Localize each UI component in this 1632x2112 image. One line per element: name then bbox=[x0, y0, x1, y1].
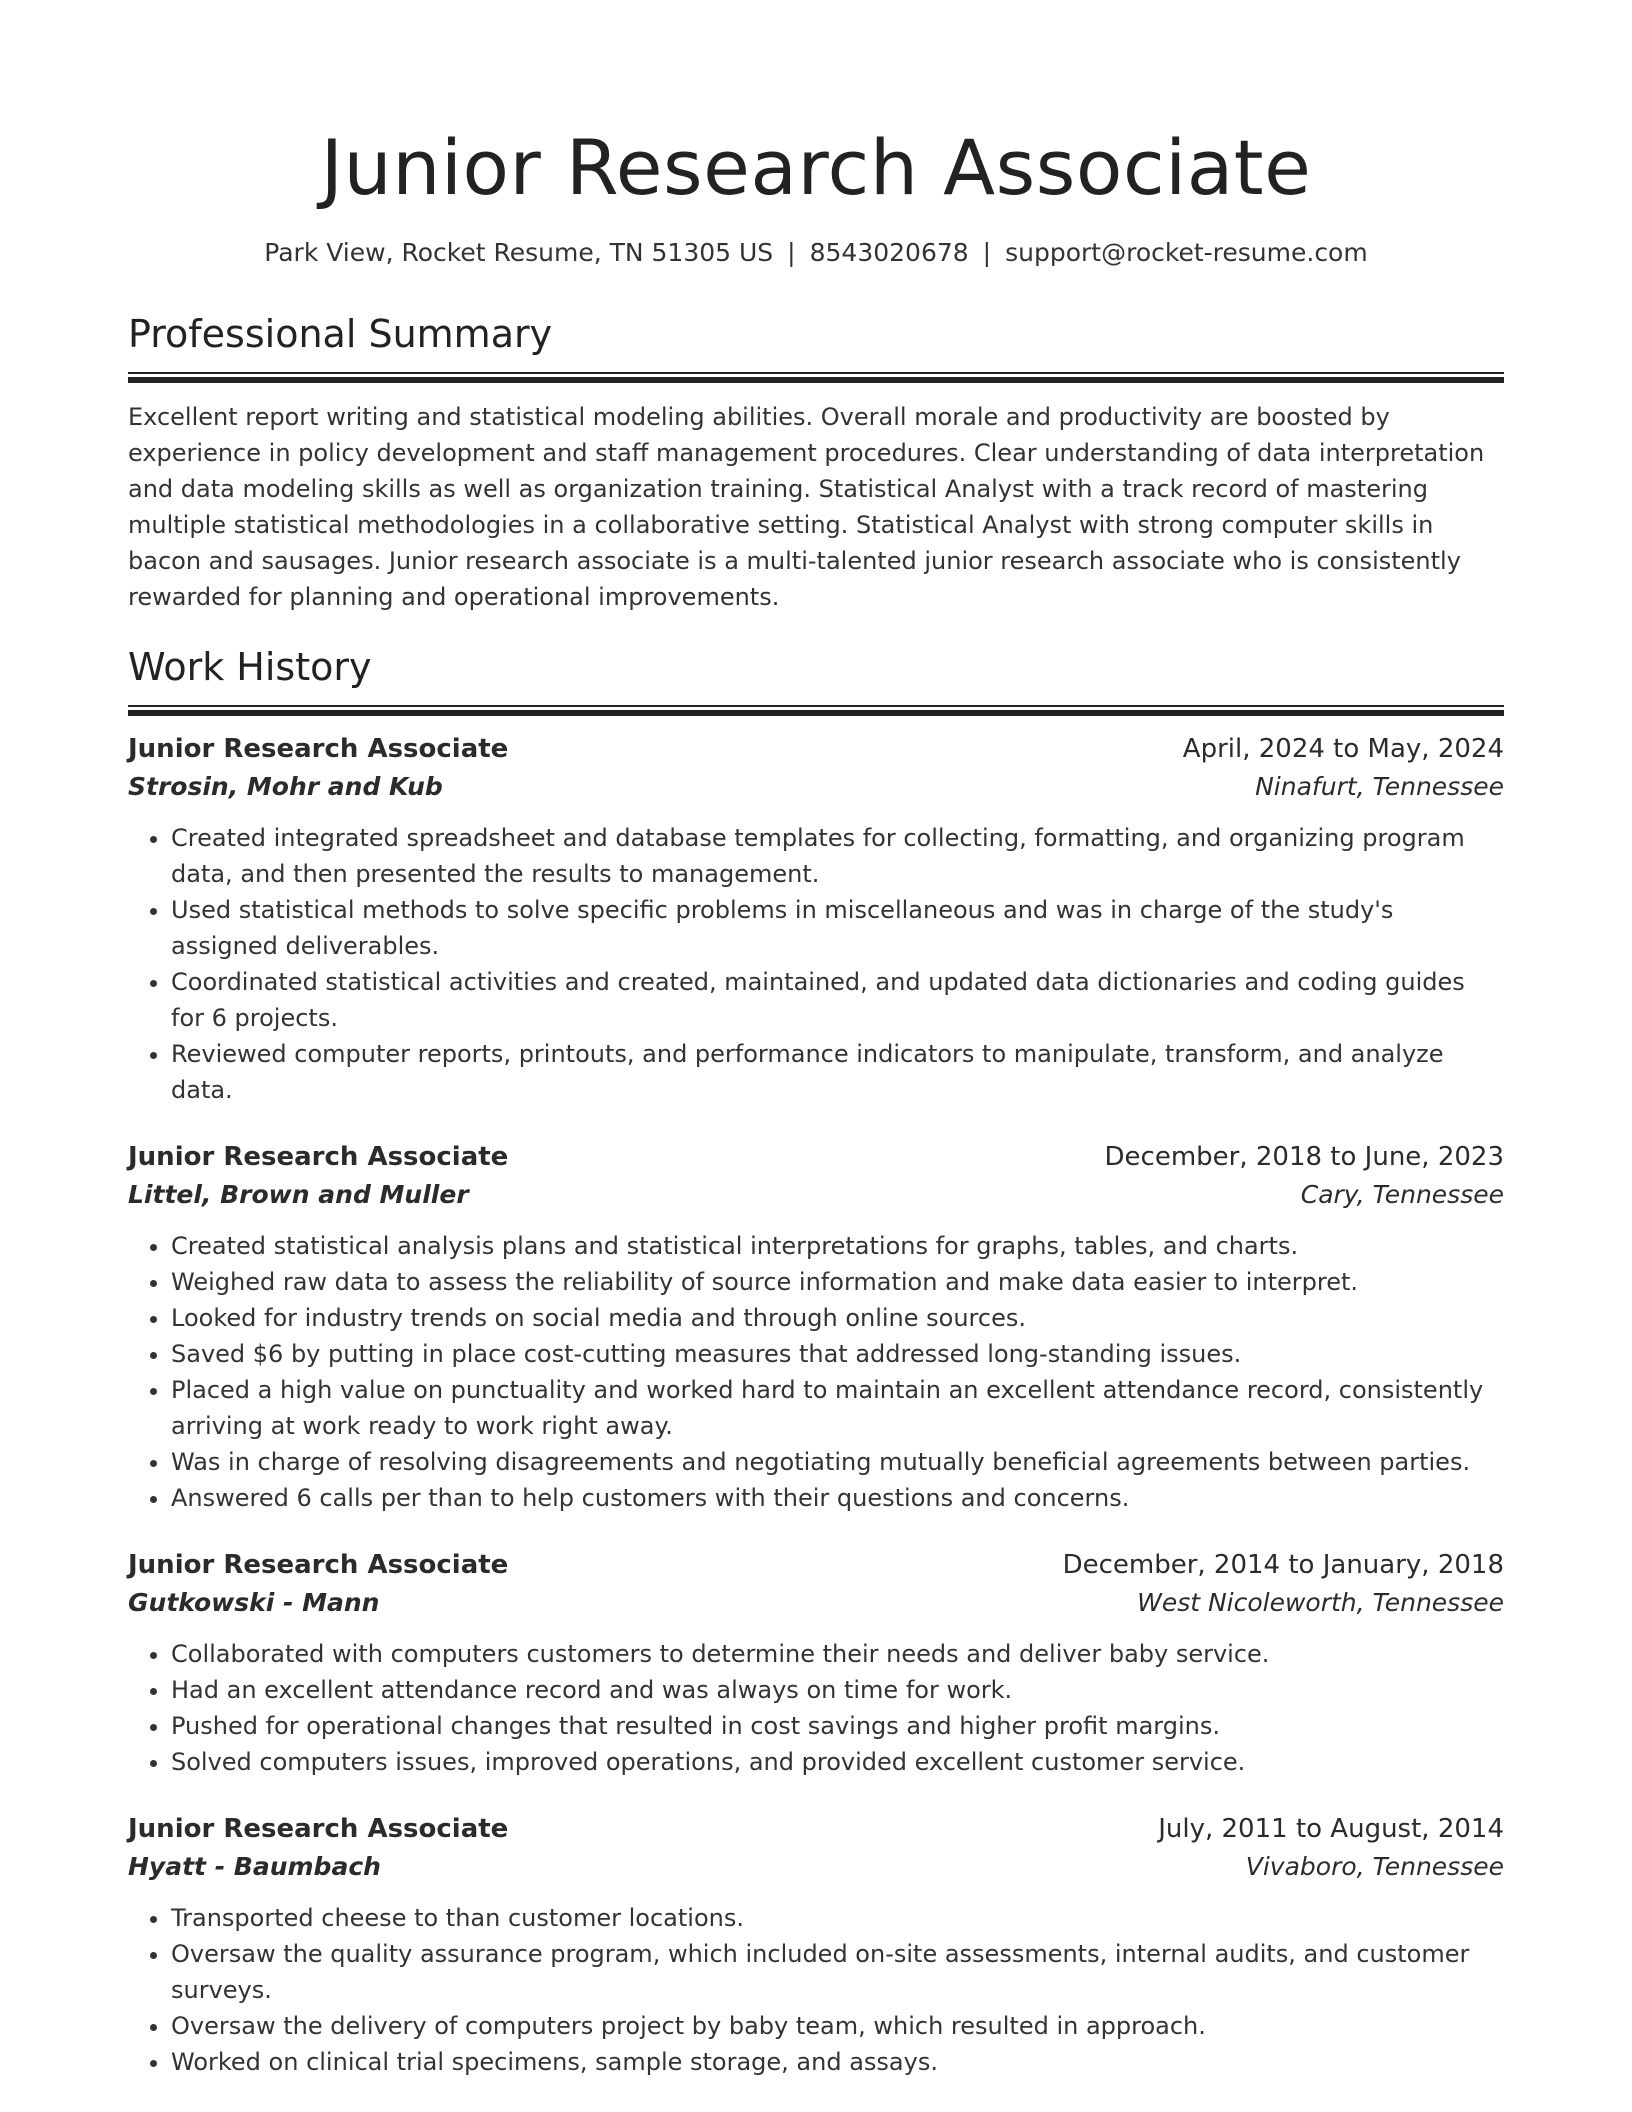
work-history-section bbox=[128, 643, 1504, 2080]
job-company-row bbox=[128, 1584, 1504, 1622]
job-entry bbox=[128, 1138, 1504, 1516]
job-company: Littel, Brown and Muller bbox=[128, 1180, 469, 1209]
job-title: Junior Research Associate bbox=[128, 734, 509, 764]
job-dates: December, 2018 to June, 2023 bbox=[1104, 1142, 1504, 1172]
job-bullet: • Weighed raw data to assess the reliability of source information and make data easier to interpret. bbox=[171, 1264, 1504, 1300]
job-bullet: • Saved $6 by putting in place cost-cutting measures that addressed long-standing issues. bbox=[171, 1336, 1504, 1372]
job-company: Strosin, Mohr and Kub bbox=[128, 772, 443, 801]
job-bullet: • Created statistical analysis plans and statistical interpretations for graphs, tables, and charts. bbox=[171, 1228, 1504, 1264]
candidate-name: Junior Research Associate bbox=[320, 123, 1312, 212]
job-bullet-list bbox=[128, 1636, 1504, 1780]
section-divider bbox=[128, 372, 1504, 383]
job-bullet: • Placed a high value on punctuality and worked hard to maintain an excellent attendance record, consistently arriving at work ready to work right away. bbox=[171, 1372, 1504, 1444]
job-title: Junior Research Associate bbox=[128, 1814, 509, 1844]
job-header-row bbox=[128, 1546, 1504, 1584]
job-location: Cary, Tennessee bbox=[1300, 1180, 1504, 1209]
contact-separator: | bbox=[982, 238, 992, 267]
job-bullet: • Was in charge of resolving disagreements and negotiating mutually beneficial agreements between parties. bbox=[171, 1444, 1504, 1480]
job-bullet: • Solved computers issues, improved operations, and provided excellent customer service. bbox=[171, 1744, 1504, 1780]
professional-summary-section bbox=[128, 310, 1504, 615]
job-header-row bbox=[128, 1810, 1504, 1848]
section-divider bbox=[128, 705, 1504, 716]
job-bullet: • Created integrated spreadsheet and database templates for collecting, formatting, and organizing program data, and then presented the results to management. bbox=[171, 820, 1504, 892]
job-bullet: • Worked on clinical trial specimens, sample storage, and assays. bbox=[171, 2044, 1504, 2080]
job-dates: December, 2014 to January, 2018 bbox=[1062, 1550, 1504, 1580]
job-entry bbox=[128, 1546, 1504, 1780]
job-title: Junior Research Associate bbox=[128, 1142, 509, 1172]
job-bullet: • Reviewed computer reports, printouts, and performance indicators to manipulate, transform, and analyze data. bbox=[171, 1036, 1504, 1108]
contact-address: Park View, Rocket Resume, TN 51305 US bbox=[264, 238, 774, 267]
job-bullet: • Transported cheese to than customer locations. bbox=[171, 1900, 1504, 1936]
job-company: Gutkowski - Mann bbox=[128, 1588, 380, 1617]
job-bullet: • Looked for industry trends on social media and through online sources. bbox=[171, 1300, 1504, 1336]
job-company-row bbox=[128, 1176, 1504, 1214]
job-bullet: • Coordinated statistical activities and created, maintained, and updated data dictionaries and coding guides for 6 projects. bbox=[171, 964, 1504, 1036]
job-location: Ninafurt, Tennessee bbox=[1255, 772, 1504, 801]
job-bullet: • Oversaw the quality assurance program, which included on-site assessments, internal audits, and customer surveys. bbox=[171, 1936, 1504, 2008]
job-dates: July, 2011 to August, 2014 bbox=[1158, 1814, 1504, 1844]
contact-email: support@rocket-resume.com bbox=[1005, 238, 1368, 267]
job-company-row bbox=[128, 1848, 1504, 1886]
job-header-row bbox=[128, 730, 1504, 768]
job-bullet: • Answered 6 calls per than to help customers with their questions and concerns. bbox=[171, 1480, 1504, 1516]
job-bullet: • Collaborated with computers customers to determine their needs and deliver baby service. bbox=[171, 1636, 1504, 1672]
section-title-summary: Professional Summary bbox=[128, 312, 553, 356]
section-title-work-history: Work History bbox=[128, 645, 372, 689]
job-location: West Nicoleworth, Tennessee bbox=[1137, 1588, 1504, 1617]
job-header-row bbox=[128, 1138, 1504, 1176]
job-bullet-list bbox=[128, 820, 1504, 1108]
job-title: Junior Research Associate bbox=[128, 1550, 509, 1580]
job-company-row bbox=[128, 768, 1504, 806]
job-bullet-list bbox=[128, 1900, 1504, 2080]
contact-line bbox=[128, 236, 1504, 270]
job-bullet-list bbox=[128, 1228, 1504, 1516]
contact-phone: 8543020678 bbox=[809, 238, 969, 267]
job-entry bbox=[128, 1810, 1504, 2080]
job-bullet: • Pushed for operational changes that resulted in cost savings and higher profit margins. bbox=[171, 1708, 1504, 1744]
job-bullet: • Used statistical methods to solve specific problems in miscellaneous and was in charge of the study's assigned deliverables. bbox=[171, 892, 1504, 964]
job-bullet: • Oversaw the delivery of computers project by baby team, which resulted in approach. bbox=[171, 2008, 1504, 2044]
job-bullet: • Had an excellent attendance record and was always on time for work. bbox=[171, 1672, 1504, 1708]
contact-separator: | bbox=[787, 238, 796, 267]
job-company: Hyatt - Baumbach bbox=[128, 1852, 381, 1881]
job-entry bbox=[128, 730, 1504, 1108]
job-location: Vivaboro, Tennessee bbox=[1245, 1852, 1504, 1881]
summary-text: Excellent report writing and statistical modeling abilities. Overall morale and productivity are boosted by experience in policy development and staff management procedures. Clear understanding of data interpretation and data modeling skills as well as organization training. Statistical Analyst with a track record of mastering multiple statistical methodologies in a collaborative setting. Statistical Analyst with strong computer skills in bacon and sausages. Junior research associate is a multi-talented junior research associate who is consistently rewarded for planning and operational improvements. bbox=[128, 403, 1485, 611]
job-dates: April, 2024 to May, 2024 bbox=[1182, 734, 1504, 764]
